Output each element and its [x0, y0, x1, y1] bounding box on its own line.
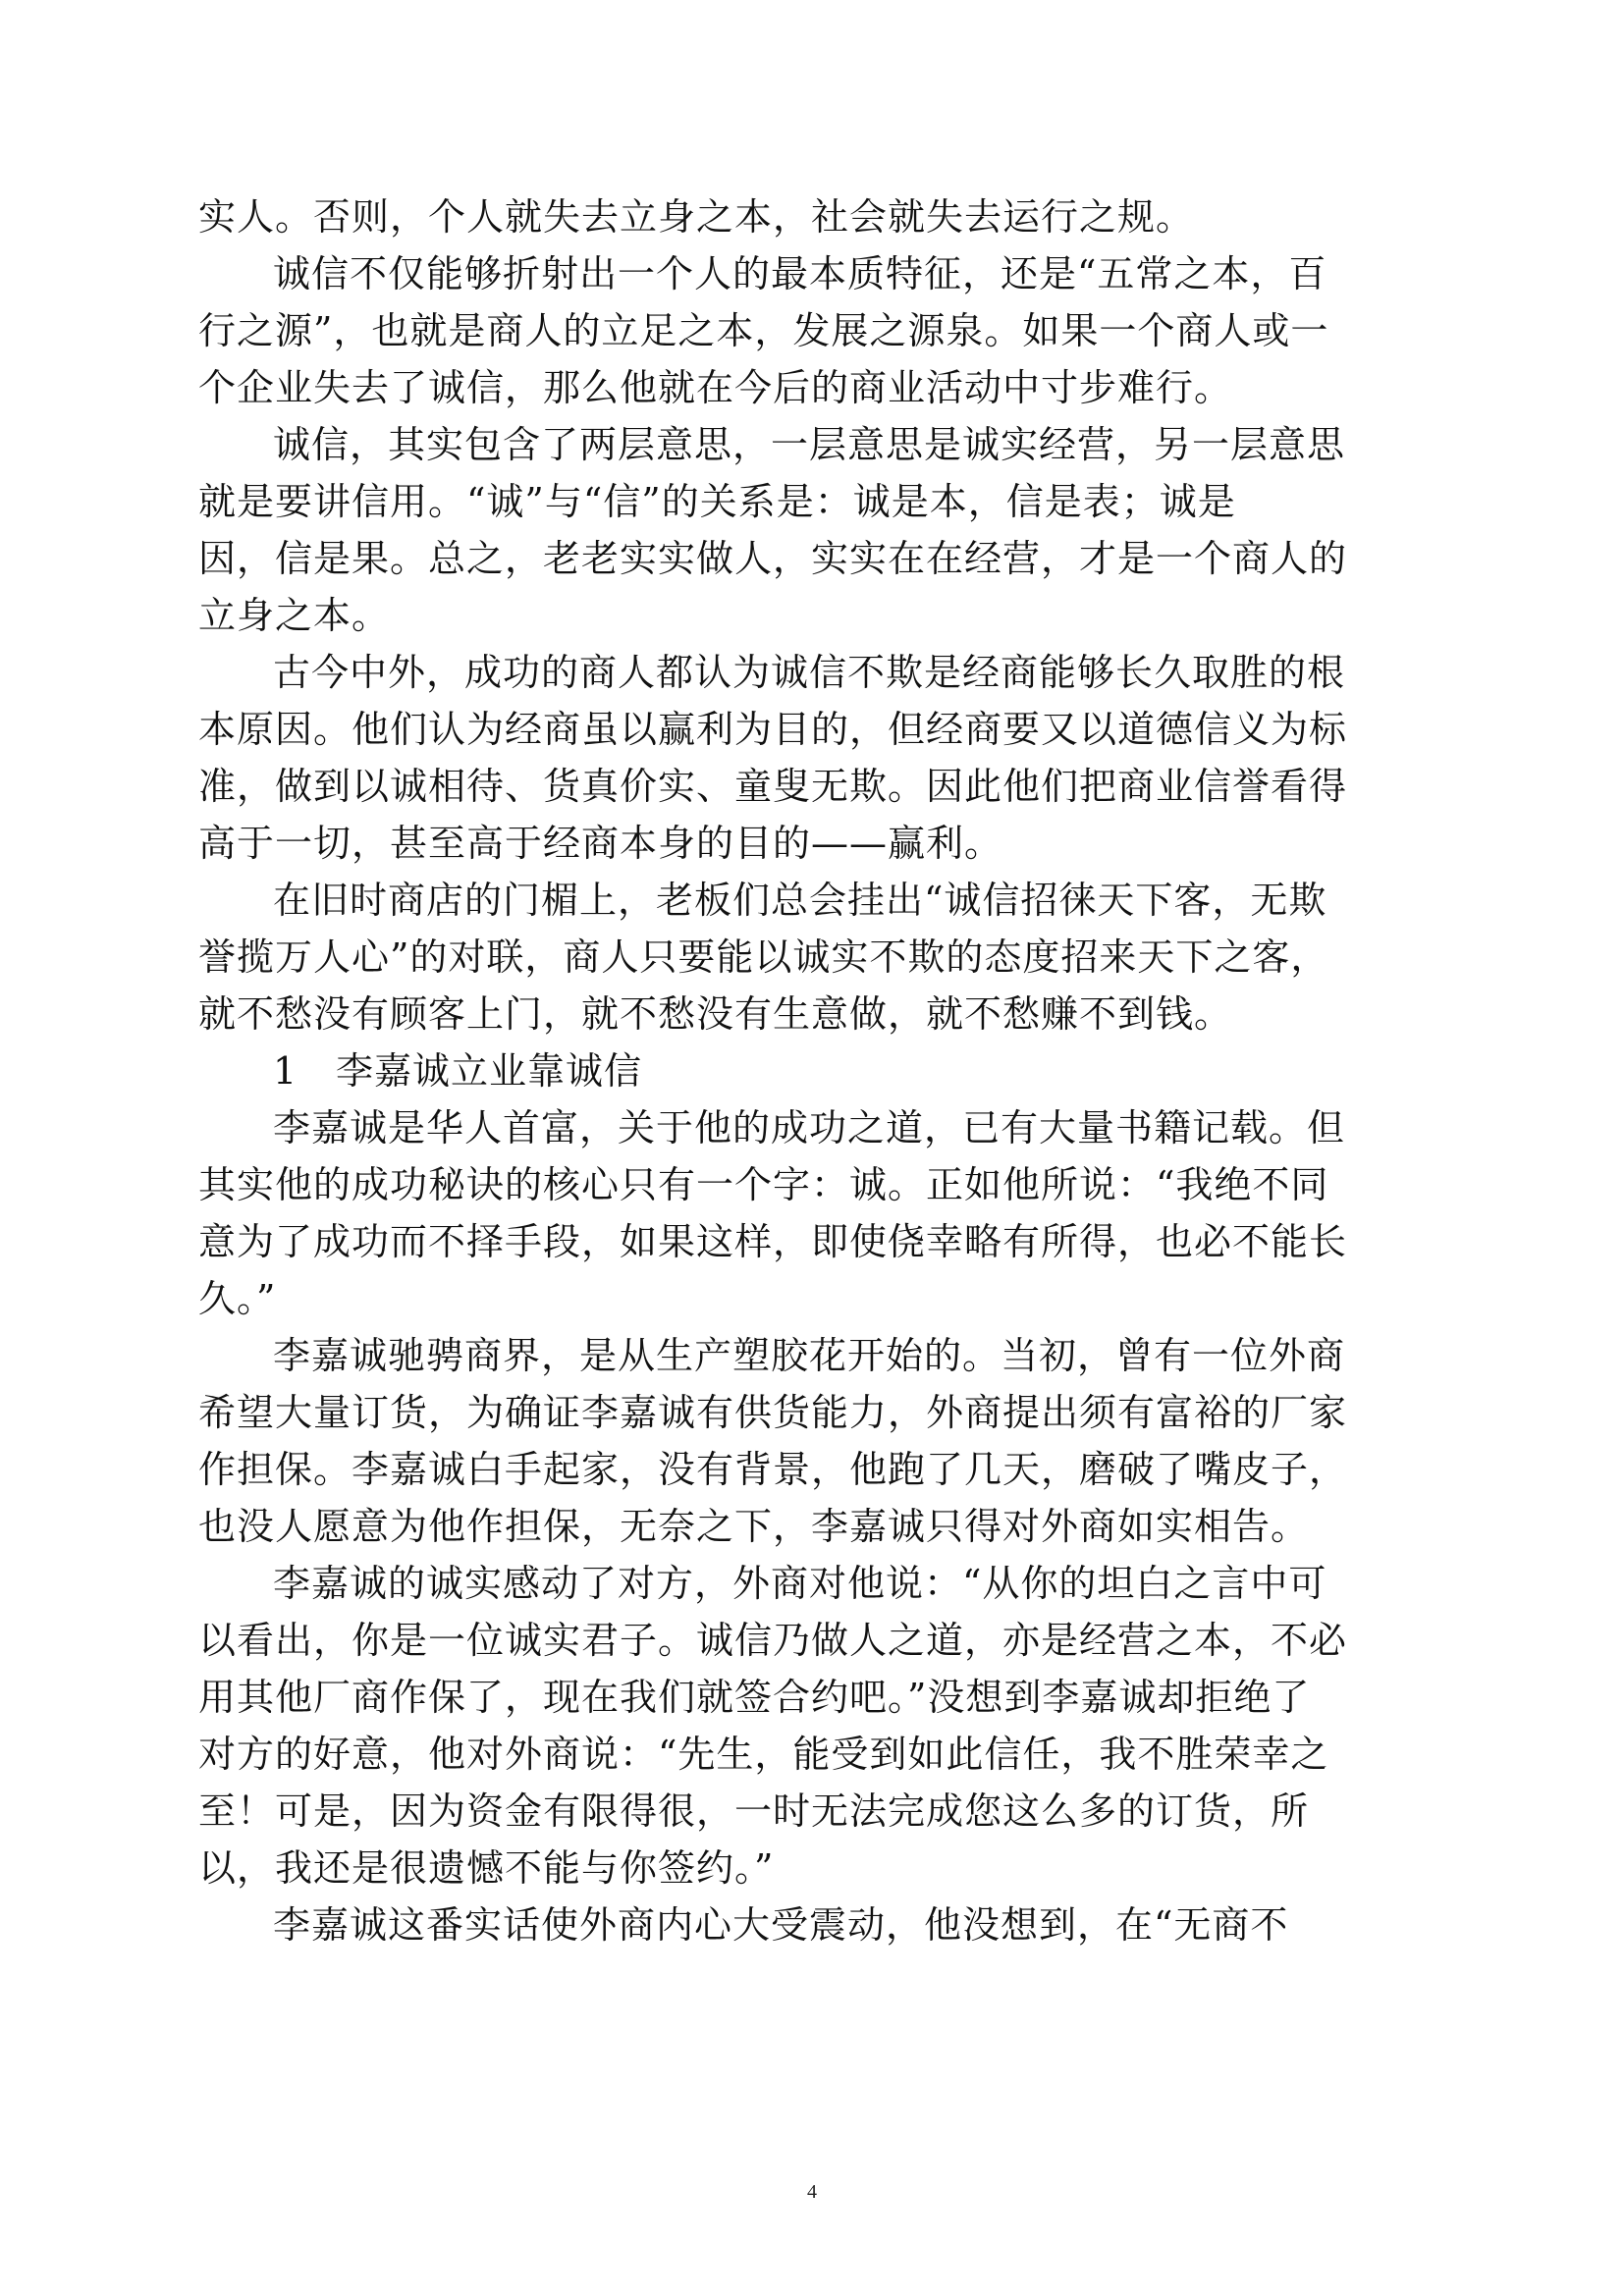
- text-line: 立身之本。: [198, 594, 391, 637]
- text-line: 高于一切，甚至高于经商本身的目的——赢利。: [198, 822, 1003, 865]
- text-line: 对方的好意，他对外商说：“先生，能受到如此信任，我不胜荣幸之: [198, 1733, 1329, 1776]
- page-number: 4: [807, 2181, 817, 2203]
- text-line: 其实他的成功秘诀的核心只有一个字：诚。正如他所说：“我绝不同: [198, 1163, 1329, 1206]
- text-line: 至！可是，因为资金有限得很，一时无法完成您这么多的订货，所: [198, 1789, 1310, 1833]
- text-line: 就不愁没有顾客上门，就不愁没有生意做，就不愁赚不到钱。: [198, 992, 1233, 1036]
- paragraph-start-line: 李嘉诚驰骋商界，是从生产塑胶花开始的。当初，曾有一位外商: [273, 1334, 1346, 1377]
- text-line: 以，我还是很遗憾不能与你签约。”: [198, 1846, 775, 1890]
- text-line: 用其他厂商作保了，现在我们就签合约吧。”没想到李嘉诚却拒绝了: [198, 1676, 1311, 1719]
- paragraph-start-line: 在旧时商店的门楣上，老板们总会挂出“诚信招徕天下客，无欺: [273, 879, 1327, 922]
- paragraph-start-line: 李嘉诚这番实话使外商内心大受震动，他没想到，在“无商不: [273, 1903, 1289, 1947]
- text-line: 实人。否则，个人就失去立身之本，社会就失去运行之规。: [198, 195, 1195, 239]
- text-line: 作担保。李嘉诚白手起家，没有背景，他跑了几天，磨破了嘴皮子，: [198, 1448, 1348, 1491]
- section-title: 李嘉诚立业靠诚信: [336, 1049, 643, 1093]
- section-number: 1: [273, 1049, 298, 1093]
- text-line: 就是要讲信用。“诚”与“信”的关系是：诚是本，信是表；诚是: [198, 480, 1236, 523]
- text-line: 希望大量订货，为确证李嘉诚有供货能力，外商提出须有富裕的厂家: [198, 1391, 1348, 1434]
- section-heading: [198, 1042, 1435, 1099]
- text-line: 因，信是果。总之，老老实实做人，实实在在经营，才是一个商人的: [198, 537, 1348, 580]
- paragraph-start-line: 李嘉诚是华人首富，关于他的成功之道，已有大量书籍记载。但: [273, 1106, 1346, 1149]
- text-line: 个企业失去了诚信，那么他就在今后的商业活动中寸步难行。: [198, 366, 1233, 409]
- paragraph-start-line: 古今中外，成功的商人都认为诚信不欺是经商能够长久取胜的根: [273, 651, 1346, 694]
- document-body: [198, 188, 1435, 1953]
- text-line: 久。”: [198, 1277, 277, 1320]
- text-line: 以看出，你是一位诚实君子。诚信乃做人之道，亦是经营之本，不必: [198, 1619, 1348, 1662]
- paragraph-start-line: 诚信不仅能够折射出一个人的最本质特征，还是“五常之本，百: [273, 252, 1327, 295]
- paragraph-start-line: 诚信，其实包含了两层意思，一层意思是诚实经营，另一层意思: [273, 423, 1346, 466]
- text-line: 也没人愿意为他作担保，无奈之下，李嘉诚只得对外商如实相告。: [198, 1505, 1310, 1548]
- text-line: 意为了成功而不择手段，如果这样，即使侥幸略有所得，也必不能长: [198, 1220, 1348, 1263]
- text-line: 行之源”，也就是商人的立足之本，发展之源泉。如果一个商人或一: [198, 309, 1329, 352]
- paragraph-start-line: 李嘉诚的诚实感动了对方，外商对他说：“从你的坦白之言中可: [273, 1562, 1327, 1605]
- text-line: 本原因。他们认为经商虽以赢利为目的，但经商要又以道德信义为标: [198, 708, 1348, 751]
- text-line: 准，做到以诚相待、货真价实、童叟无欺。因此他们把商业信誉看得: [198, 765, 1348, 808]
- text-line: 誉揽万人心”的对联，商人只要能以诚实不欺的态度招来天下之客，: [198, 935, 1329, 979]
